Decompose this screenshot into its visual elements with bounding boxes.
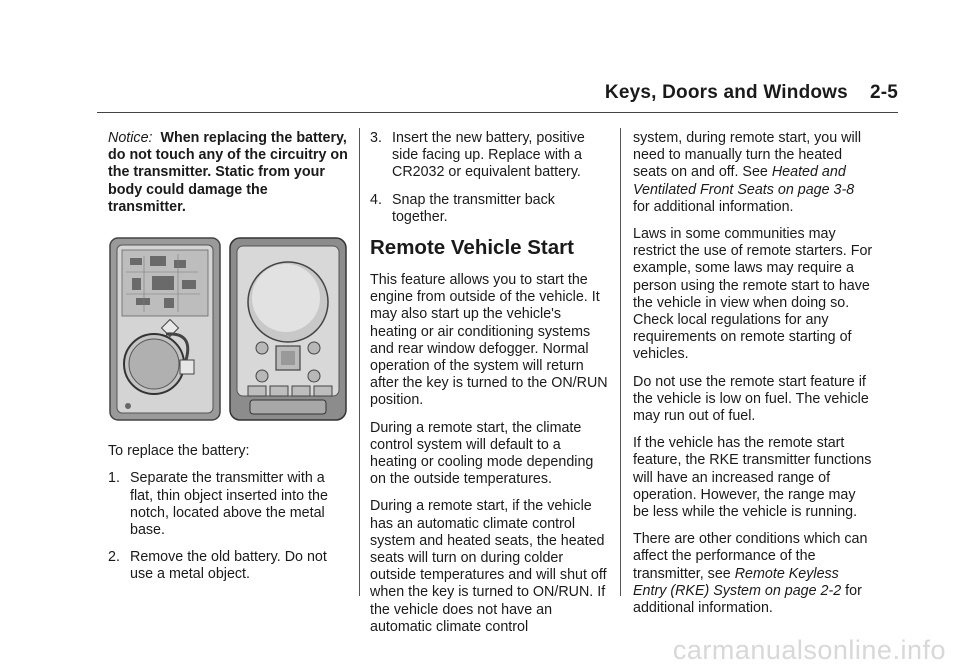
notice-text: When replacing the battery, do not touch any of the circuitry on the transmitter. Static from your body could damage the transmitter. <box>108 130 348 215</box>
step-number: 3. <box>370 130 382 146</box>
list-item <box>108 549 348 583</box>
paragraph <box>633 531 873 617</box>
list-item <box>108 470 348 539</box>
paragraph: During a remote start, the climate control system will default to a heating or cooling mode depending on the outside temperatures. <box>370 419 594 488</box>
page-reference: Remote Keyless Entry (RKE) System on page 2-2 <box>633 565 842 599</box>
paragraph-text: for additional information. <box>633 198 794 215</box>
paragraph: Do not use the remote start feature if the vehicle is low on fuel. The vehicle may run out of fuel. <box>633 373 869 425</box>
step-text: Insert the new battery, positive side facing up. Replace with a CR2032 or equivalent battery. <box>392 130 585 181</box>
column-1 <box>108 130 348 594</box>
column-divider <box>620 128 621 596</box>
column-3 <box>633 130 873 627</box>
list-item <box>370 192 608 226</box>
paragraph: During a remote start, if the vehicle has an automatic climate control system and heated seats, the heated seats will turn on during colder outside temperatures and will shut off when the key is turned to ON/RUN. If the vehicle does not have an automatic climate control <box>370 498 607 635</box>
section-title: Keys, Doors and Windows <box>604 82 848 103</box>
page-header <box>605 82 898 104</box>
paragraph: Laws in some communities may restrict the use of remote starters. For example, some laws may require a person using the remote start to have the vehicle in view when doing so. Check local regulations for any requirements on remote starting of vehicles. <box>633 226 873 363</box>
page-number: 2-5 <box>869 82 898 103</box>
paragraph-text: system, during remote start, you will need to manually turn the heated seats on and off. See <box>633 130 862 181</box>
replace-intro: To replace the battery: <box>108 443 250 460</box>
notice-paragraph <box>108 130 348 216</box>
step-text: Separate the transmitter with a flat, thin object inserted into the notch, located above the metal base. <box>130 470 328 539</box>
steps-list <box>108 470 348 583</box>
column-2 <box>370 130 608 646</box>
transmitter-battery-illustration <box>108 236 348 422</box>
paragraph-text: for additional information. <box>633 582 862 617</box>
paragraph-text: There are other conditions which can affect the performance of the transmitter, see <box>633 531 868 582</box>
step-number: 4. <box>370 191 382 208</box>
list-item <box>370 130 608 182</box>
steps-list <box>370 130 608 226</box>
step-text: Remove the old battery. Do not use a metal object. <box>130 549 327 583</box>
paragraph: If the vehicle has the remote start feature, the RKE transmitter functions will have an increased range of operation. However, the range may be less while the vehicle is running. <box>633 435 872 521</box>
column-divider <box>359 128 360 596</box>
header-rule <box>97 112 898 113</box>
step-number: 1. <box>108 470 120 487</box>
step-text: Snap the transmitter back together. <box>392 191 555 225</box>
notice-label: Notice: <box>108 130 153 146</box>
step-number: 2. <box>108 549 120 566</box>
section-heading: Remote Vehicle Start <box>370 236 574 260</box>
paragraph: This feature allows you to start the engine from outside of the vehicle. It may also start up the vehicle's heating or air conditioning systems and rear window defogger. Normal operation of the system will return after the key is turned to the ON/RUN position. <box>370 272 608 409</box>
page-reference: Heated and Ventilated Front Seats on page 3-8 <box>633 164 855 198</box>
paragraph <box>633 130 873 216</box>
watermark: carmanualsonline.info <box>672 635 946 665</box>
